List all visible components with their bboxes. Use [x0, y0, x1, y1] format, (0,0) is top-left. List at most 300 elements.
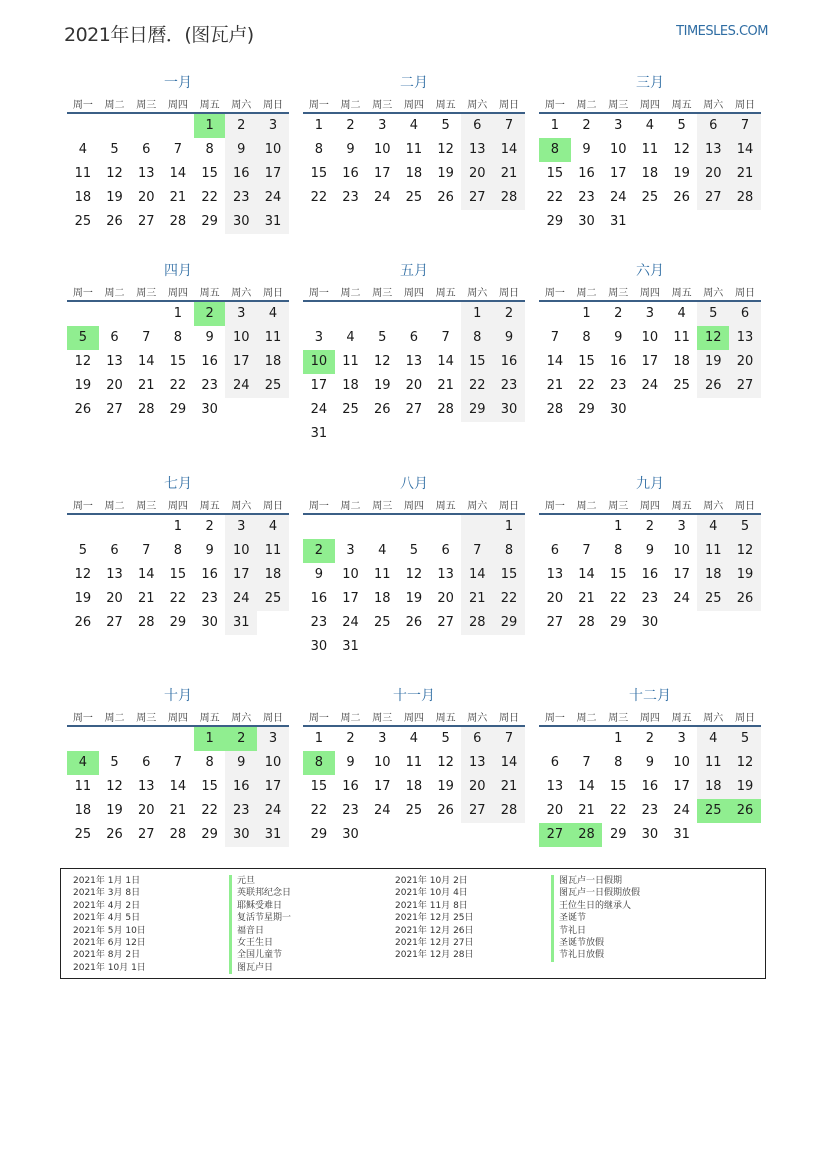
day-cell[interactable]: 15 — [609, 567, 627, 582]
day-cell[interactable]: 7 — [729, 114, 761, 138]
day-cell[interactable]: 30 — [201, 402, 218, 417]
day-cell[interactable]: 29 — [169, 615, 187, 630]
day-cell[interactable]: 16 — [493, 350, 525, 374]
day-cell[interactable]: 27 — [137, 827, 155, 842]
day-cell[interactable]: 28 — [578, 615, 595, 630]
day-cell[interactable]: 14 — [137, 567, 155, 582]
day-cell[interactable]: 15 — [310, 166, 328, 181]
day-cell[interactable]: 5 — [441, 118, 450, 133]
day-cell[interactable]: 3 — [225, 515, 257, 539]
day-cell[interactable]: 23 — [201, 591, 218, 606]
day-cell[interactable]: 21 — [137, 378, 155, 393]
day-cell[interactable]: 3 — [677, 519, 686, 534]
day-cell[interactable]: 19 — [373, 378, 391, 393]
day-cell[interactable]: 21 — [437, 378, 454, 393]
day-cell[interactable]: 31 — [310, 426, 328, 441]
day-cell[interactable]: 22 — [609, 591, 627, 606]
day-cell[interactable]: 23 — [493, 374, 525, 398]
day-cell[interactable]: 13 — [405, 354, 423, 369]
day-cell[interactable]: 12 — [405, 567, 423, 582]
day-cell[interactable]: 8 — [314, 142, 323, 157]
day-cell[interactable]: 20 — [546, 803, 564, 818]
day-cell[interactable]: 17 — [257, 775, 289, 799]
day-cell[interactable]: 9 — [225, 138, 257, 162]
day-cell[interactable]: 13 — [106, 354, 123, 369]
day-cell[interactable]: 11 — [74, 166, 92, 181]
day-cell[interactable]: 21 — [493, 162, 525, 186]
day-cell[interactable]: 12 — [373, 354, 391, 369]
day-cell[interactable]: 4 — [645, 118, 655, 133]
day-cell[interactable]: 10 — [303, 350, 335, 374]
day-cell[interactable]: 19 — [729, 563, 761, 587]
day-cell[interactable]: 30 — [310, 639, 328, 654]
day-cell[interactable]: 3 — [645, 306, 655, 321]
day-cell[interactable]: 23 — [641, 803, 659, 818]
day-cell[interactable]: 29 — [169, 402, 187, 417]
day-cell[interactable]: 7 — [173, 142, 183, 157]
day-cell[interactable]: 14 — [546, 354, 564, 369]
day-cell[interactable]: 3 — [257, 114, 289, 138]
day-cell[interactable]: 20 — [697, 162, 729, 186]
day-cell[interactable]: 31 — [609, 214, 627, 229]
site-link[interactable]: TIMESLES.COM — [676, 24, 768, 39]
day-cell[interactable]: 11 — [257, 539, 289, 563]
day-cell[interactable]: 28 — [493, 186, 525, 210]
day-cell[interactable]: 11 — [697, 751, 729, 775]
day-cell[interactable]: 19 — [106, 803, 123, 818]
day-cell[interactable]: 14 — [437, 354, 454, 369]
day-cell[interactable]: 21 — [546, 378, 564, 393]
day-cell[interactable]: 30 — [609, 402, 627, 417]
day-cell[interactable]: 10 — [225, 326, 257, 350]
day-cell[interactable]: 25 — [697, 799, 729, 823]
day-cell[interactable]: 28 — [493, 799, 525, 823]
day-cell[interactable]: 26 — [405, 615, 423, 630]
day-cell[interactable]: 10 — [225, 539, 257, 563]
day-cell[interactable]: 1 — [614, 731, 623, 746]
day-cell[interactable]: 15 — [493, 563, 525, 587]
day-cell[interactable]: 10 — [257, 751, 289, 775]
day-cell[interactable]: 3 — [378, 118, 387, 133]
day-cell[interactable]: 21 — [169, 190, 187, 205]
day-cell[interactable]: 7 — [493, 114, 525, 138]
day-cell[interactable]: 26 — [373, 402, 391, 417]
day-cell[interactable]: 13 — [546, 567, 564, 582]
day-cell[interactable]: 17 — [609, 166, 627, 181]
day-cell[interactable]: 4 — [697, 515, 729, 539]
day-cell[interactable]: 17 — [673, 567, 690, 582]
day-cell[interactable]: 2 — [346, 118, 355, 133]
day-cell[interactable]: 17 — [225, 563, 257, 587]
day-cell[interactable]: 29 — [201, 827, 218, 842]
day-cell[interactable]: 26 — [729, 587, 761, 611]
day-cell[interactable]: 23 — [578, 190, 595, 205]
day-cell[interactable]: 25 — [74, 214, 92, 229]
day-cell[interactable]: 4 — [67, 751, 99, 775]
day-cell[interactable]: 7 — [142, 543, 151, 558]
day-cell[interactable]: 29 — [546, 214, 564, 229]
day-cell[interactable]: 17 — [373, 166, 391, 181]
day-cell[interactable]: 17 — [257, 162, 289, 186]
day-cell[interactable]: 14 — [169, 166, 187, 181]
day-cell[interactable]: 1 — [614, 519, 623, 534]
day-cell[interactable]: 5 — [78, 543, 87, 558]
day-cell[interactable]: 3 — [677, 731, 686, 746]
day-cell[interactable]: 8 — [173, 543, 183, 558]
day-cell[interactable]: 3 — [314, 330, 323, 345]
day-cell[interactable]: 6 — [409, 330, 419, 345]
day-cell[interactable]: 30 — [225, 823, 257, 847]
day-cell[interactable]: 27 — [137, 214, 155, 229]
day-cell[interactable]: 21 — [493, 775, 525, 799]
day-cell[interactable]: 24 — [373, 803, 391, 818]
day-cell[interactable]: 1 — [314, 118, 323, 133]
day-cell[interactable]: 9 — [582, 142, 591, 157]
day-cell[interactable]: 13 — [137, 779, 155, 794]
day-cell[interactable]: 20 — [405, 378, 423, 393]
day-cell[interactable]: 31 — [257, 823, 289, 847]
day-cell[interactable]: 15 — [201, 779, 218, 794]
day-cell[interactable]: 1 — [314, 731, 323, 746]
day-cell[interactable]: 4 — [257, 302, 289, 326]
day-cell[interactable]: 28 — [729, 186, 761, 210]
day-cell[interactable]: 26 — [74, 402, 92, 417]
day-cell[interactable]: 6 — [142, 755, 151, 770]
day-cell[interactable]: 30 — [578, 214, 595, 229]
day-cell[interactable]: 15 — [310, 779, 328, 794]
day-cell[interactable]: 1 — [461, 302, 493, 326]
day-cell[interactable]: 13 — [729, 326, 761, 350]
day-cell[interactable]: 29 — [578, 402, 595, 417]
day-cell[interactable]: 25 — [74, 827, 92, 842]
day-cell[interactable]: 4 — [697, 727, 729, 751]
day-cell[interactable]: 28 — [546, 402, 564, 417]
day-cell[interactable]: 6 — [110, 330, 119, 345]
day-cell[interactable]: 2 — [225, 727, 257, 751]
day-cell[interactable]: 3 — [257, 727, 289, 751]
day-cell[interactable]: 10 — [641, 330, 659, 345]
day-cell[interactable]: 27 — [729, 374, 761, 398]
day-cell[interactable]: 6 — [441, 543, 450, 558]
day-cell[interactable]: 17 — [641, 354, 659, 369]
day-cell[interactable]: 6 — [550, 755, 559, 770]
day-cell[interactable]: 2 — [645, 519, 655, 534]
day-cell[interactable]: 6 — [142, 142, 151, 157]
day-cell[interactable]: 7 — [173, 755, 183, 770]
day-cell[interactable]: 13 — [437, 567, 454, 582]
day-cell[interactable]: 25 — [697, 587, 729, 611]
day-cell[interactable]: 24 — [673, 803, 690, 818]
day-cell[interactable]: 10 — [373, 142, 391, 157]
day-cell[interactable]: 7 — [493, 727, 525, 751]
day-cell[interactable]: 9 — [205, 543, 214, 558]
day-cell[interactable]: 28 — [571, 823, 603, 847]
day-cell[interactable]: 10 — [673, 543, 690, 558]
day-cell[interactable]: 2 — [194, 302, 226, 326]
day-cell[interactable]: 22 — [169, 591, 187, 606]
day-cell[interactable]: 28 — [437, 402, 454, 417]
day-cell[interactable]: 23 — [225, 186, 257, 210]
day-cell[interactable]: 11 — [641, 142, 659, 157]
day-cell[interactable]: 15 — [578, 354, 595, 369]
day-cell[interactable]: 12 — [673, 142, 690, 157]
day-cell[interactable]: 5 — [67, 326, 99, 350]
day-cell[interactable]: 27 — [106, 402, 123, 417]
day-cell[interactable]: 11 — [373, 567, 391, 582]
day-cell[interactable]: 28 — [461, 611, 493, 635]
day-cell[interactable]: 30 — [641, 827, 659, 842]
day-cell[interactable]: 16 — [342, 166, 359, 181]
day-cell[interactable]: 30 — [493, 398, 525, 422]
day-cell[interactable]: 6 — [110, 543, 119, 558]
day-cell[interactable]: 18 — [257, 563, 289, 587]
day-cell[interactable]: 25 — [257, 587, 289, 611]
day-cell[interactable]: 14 — [729, 138, 761, 162]
day-cell[interactable]: 5 — [677, 118, 686, 133]
day-cell[interactable]: 4 — [409, 118, 419, 133]
day-cell[interactable]: 11 — [405, 755, 423, 770]
day-cell[interactable]: 6 — [461, 727, 493, 751]
day-cell[interactable]: 7 — [142, 330, 151, 345]
day-cell[interactable]: 18 — [373, 591, 391, 606]
day-cell[interactable]: 10 — [342, 567, 359, 582]
day-cell[interactable]: 20 — [106, 591, 123, 606]
day-cell[interactable]: 1 — [550, 118, 559, 133]
day-cell[interactable]: 20 — [461, 162, 493, 186]
day-cell[interactable]: 29 — [609, 827, 627, 842]
day-cell[interactable]: 27 — [437, 615, 454, 630]
day-cell[interactable]: 10 — [373, 755, 391, 770]
day-cell[interactable]: 9 — [346, 142, 355, 157]
day-cell[interactable]: 25 — [373, 615, 391, 630]
day-cell[interactable]: 29 — [201, 214, 218, 229]
day-cell[interactable]: 11 — [342, 354, 359, 369]
day-cell[interactable]: 18 — [405, 779, 423, 794]
day-cell[interactable]: 4 — [346, 330, 355, 345]
day-cell[interactable]: 16 — [342, 779, 359, 794]
day-cell[interactable]: 18 — [641, 166, 659, 181]
day-cell[interactable]: 15 — [169, 567, 187, 582]
day-cell[interactable]: 16 — [310, 591, 328, 606]
day-cell[interactable]: 6 — [697, 114, 729, 138]
day-cell[interactable]: 31 — [257, 210, 289, 234]
day-cell[interactable]: 17 — [673, 779, 690, 794]
day-cell[interactable]: 3 — [614, 118, 623, 133]
day-cell[interactable]: 10 — [609, 142, 627, 157]
day-cell[interactable]: 8 — [614, 543, 623, 558]
day-cell[interactable]: 24 — [342, 615, 359, 630]
day-cell[interactable]: 1 — [493, 515, 525, 539]
day-cell[interactable]: 15 — [609, 779, 627, 794]
day-cell[interactable]: 4 — [409, 731, 419, 746]
day-cell[interactable]: 12 — [729, 539, 761, 563]
day-cell[interactable]: 15 — [461, 350, 493, 374]
day-cell[interactable]: 21 — [578, 591, 595, 606]
day-cell[interactable]: 17 — [373, 779, 391, 794]
day-cell[interactable]: 16 — [578, 166, 595, 181]
day-cell[interactable]: 12 — [106, 166, 123, 181]
day-cell[interactable]: 30 — [641, 615, 659, 630]
day-cell[interactable]: 23 — [342, 190, 359, 205]
day-cell[interactable]: 24 — [257, 799, 289, 823]
day-cell[interactable]: 3 — [225, 302, 257, 326]
day-cell[interactable]: 21 — [137, 591, 155, 606]
day-cell[interactable]: 12 — [74, 354, 92, 369]
day-cell[interactable]: 4 — [378, 543, 387, 558]
day-cell[interactable]: 11 — [405, 142, 423, 157]
day-cell[interactable]: 19 — [437, 779, 454, 794]
day-cell[interactable]: 14 — [493, 751, 525, 775]
day-cell[interactable]: 7 — [441, 330, 450, 345]
day-cell[interactable]: 23 — [641, 591, 659, 606]
day-cell[interactable]: 24 — [225, 374, 257, 398]
day-cell[interactable]: 12 — [437, 755, 454, 770]
day-cell[interactable]: 18 — [74, 190, 92, 205]
day-cell[interactable]: 3 — [346, 543, 355, 558]
day-cell[interactable]: 27 — [106, 615, 123, 630]
day-cell[interactable]: 25 — [405, 803, 423, 818]
day-cell[interactable]: 13 — [106, 567, 123, 582]
day-cell[interactable]: 24 — [373, 190, 391, 205]
day-cell[interactable]: 20 — [461, 775, 493, 799]
day-cell[interactable]: 27 — [405, 402, 423, 417]
day-cell[interactable]: 10 — [673, 755, 690, 770]
day-cell[interactable]: 19 — [74, 378, 92, 393]
day-cell[interactable]: 24 — [609, 190, 627, 205]
day-cell[interactable]: 20 — [437, 591, 454, 606]
day-cell[interactable]: 11 — [74, 779, 92, 794]
day-cell[interactable]: 8 — [493, 539, 525, 563]
day-cell[interactable]: 26 — [437, 803, 454, 818]
day-cell[interactable]: 6 — [550, 543, 559, 558]
day-cell[interactable]: 16 — [225, 775, 257, 799]
day-cell[interactable]: 25 — [405, 190, 423, 205]
day-cell[interactable]: 15 — [201, 166, 218, 181]
day-cell[interactable]: 9 — [493, 326, 525, 350]
day-cell[interactable]: 5 — [110, 142, 119, 157]
day-cell[interactable]: 14 — [137, 354, 155, 369]
day-cell[interactable]: 14 — [169, 779, 187, 794]
day-cell[interactable]: 3 — [378, 731, 387, 746]
day-cell[interactable]: 19 — [673, 166, 690, 181]
day-cell[interactable]: 13 — [697, 138, 729, 162]
day-cell[interactable]: 18 — [257, 350, 289, 374]
day-cell[interactable]: 29 — [461, 398, 493, 422]
day-cell[interactable]: 31 — [342, 639, 359, 654]
day-cell[interactable]: 25 — [257, 374, 289, 398]
day-cell[interactable]: 16 — [641, 779, 659, 794]
day-cell[interactable]: 13 — [461, 751, 493, 775]
day-cell[interactable]: 24 — [310, 402, 328, 417]
day-cell[interactable]: 2 — [582, 118, 591, 133]
day-cell[interactable]: 1 — [173, 519, 183, 534]
day-cell[interactable]: 8 — [582, 330, 591, 345]
day-cell[interactable]: 29 — [310, 827, 328, 842]
day-cell[interactable]: 28 — [137, 402, 155, 417]
day-cell[interactable]: 5 — [729, 727, 761, 751]
day-cell[interactable]: 4 — [677, 306, 686, 321]
day-cell[interactable]: 9 — [205, 330, 214, 345]
day-cell[interactable]: 23 — [201, 378, 218, 393]
day-cell[interactable]: 19 — [729, 775, 761, 799]
day-cell[interactable]: 22 — [310, 190, 328, 205]
day-cell[interactable]: 1 — [582, 306, 591, 321]
day-cell[interactable]: 21 — [461, 587, 493, 611]
day-cell[interactable]: 10 — [257, 138, 289, 162]
day-cell[interactable]: 17 — [310, 378, 328, 393]
day-cell[interactable]: 19 — [74, 591, 92, 606]
day-cell[interactable]: 12 — [437, 142, 454, 157]
day-cell[interactable]: 1 — [194, 727, 226, 751]
day-cell[interactable]: 19 — [405, 591, 423, 606]
day-cell[interactable]: 6 — [729, 302, 761, 326]
day-cell[interactable]: 2 — [303, 539, 335, 563]
day-cell[interactable]: 13 — [546, 779, 564, 794]
day-cell[interactable]: 19 — [106, 190, 123, 205]
day-cell[interactable]: 14 — [578, 567, 595, 582]
day-cell[interactable]: 16 — [201, 567, 218, 582]
day-cell[interactable]: 15 — [169, 354, 187, 369]
day-cell[interactable]: 8 — [205, 755, 214, 770]
day-cell[interactable]: 22 — [201, 803, 218, 818]
day-cell[interactable]: 30 — [342, 827, 359, 842]
day-cell[interactable]: 26 — [74, 615, 92, 630]
day-cell[interactable]: 12 — [106, 779, 123, 794]
day-cell[interactable]: 17 — [225, 350, 257, 374]
day-cell[interactable]: 22 — [493, 587, 525, 611]
day-cell[interactable]: 5 — [729, 515, 761, 539]
day-cell[interactable]: 2 — [493, 302, 525, 326]
day-cell[interactable]: 7 — [461, 539, 493, 563]
day-cell[interactable]: 24 — [257, 186, 289, 210]
day-cell[interactable]: 25 — [673, 378, 690, 393]
day-cell[interactable]: 2 — [225, 114, 257, 138]
day-cell[interactable]: 13 — [461, 138, 493, 162]
day-cell[interactable]: 31 — [673, 827, 690, 842]
day-cell[interactable]: 16 — [641, 567, 659, 582]
day-cell[interactable]: 19 — [697, 350, 729, 374]
day-cell[interactable]: 26 — [106, 214, 123, 229]
day-cell[interactable]: 8 — [205, 142, 214, 157]
day-cell[interactable]: 21 — [729, 162, 761, 186]
day-cell[interactable]: 4 — [257, 515, 289, 539]
day-cell[interactable]: 23 — [225, 799, 257, 823]
day-cell[interactable]: 8 — [461, 326, 493, 350]
day-cell[interactable]: 20 — [729, 350, 761, 374]
day-cell[interactable]: 12 — [74, 567, 92, 582]
day-cell[interactable]: 18 — [673, 354, 690, 369]
day-cell[interactable]: 23 — [342, 803, 359, 818]
day-cell[interactable]: 9 — [346, 755, 355, 770]
day-cell[interactable]: 26 — [437, 190, 454, 205]
day-cell[interactable]: 14 — [578, 779, 595, 794]
day-cell[interactable]: 27 — [697, 186, 729, 210]
day-cell[interactable]: 28 — [137, 615, 155, 630]
day-cell[interactable]: 15 — [546, 166, 564, 181]
day-cell[interactable]: 18 — [697, 775, 729, 799]
day-cell[interactable]: 20 — [546, 591, 564, 606]
day-cell[interactable]: 16 — [609, 354, 627, 369]
day-cell[interactable]: 25 — [342, 402, 359, 417]
day-cell[interactable]: 2 — [645, 731, 655, 746]
day-cell[interactable]: 29 — [609, 615, 627, 630]
day-cell[interactable]: 12 — [697, 326, 729, 350]
day-cell[interactable]: 17 — [342, 591, 359, 606]
day-cell[interactable]: 26 — [697, 374, 729, 398]
day-cell[interactable]: 26 — [673, 190, 690, 205]
day-cell[interactable]: 1 — [173, 306, 183, 321]
day-cell[interactable]: 9 — [614, 330, 623, 345]
